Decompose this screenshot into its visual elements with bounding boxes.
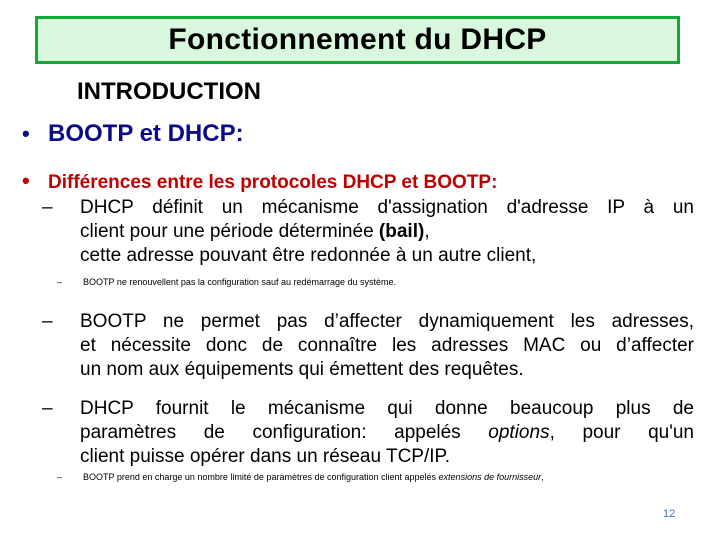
section-heading: INTRODUCTION <box>77 78 261 105</box>
text-line: et nécessite donc de connaître les adresses MAC ou d’affecter <box>80 335 694 356</box>
sub-item-text <box>80 397 694 469</box>
note-bootp-renewal <box>57 277 396 287</box>
note-text <box>83 472 544 482</box>
bullet-text: Différences entre les protocoles DHCP et BOOTP: <box>48 172 498 193</box>
bullet-marker: • <box>22 168 30 193</box>
sub-item-text <box>80 310 694 382</box>
italic-term: extensions de fournisseur <box>438 472 542 482</box>
text-fragment: , pour qu'un <box>549 422 694 443</box>
text-line: un nom aux équipements qui émettent des requêtes. <box>80 359 524 380</box>
dash-marker: – <box>57 472 63 482</box>
text-line: cette adresse pouvant être redonnée à un autre client, <box>80 245 537 266</box>
text-line <box>80 421 694 445</box>
sub-item-dhcp-bail <box>42 196 694 268</box>
sub-item-bootp-static <box>42 310 694 382</box>
dash-marker: – <box>57 277 63 287</box>
dash-marker: – <box>42 398 53 419</box>
bullet-text: BOOTP et DHCP: <box>48 120 244 147</box>
text-line: DHCP définit un mécanisme d'assignation d'adresse IP à un <box>80 197 694 218</box>
sub-item-dhcp-options <box>42 397 694 469</box>
bullet-marker: • <box>22 121 30 146</box>
text-fragment: paramètres de configuration: appelés <box>80 422 489 443</box>
text-line: client puisse opérer dans un réseau TCP/IP. <box>80 446 451 467</box>
slide-title: Fonctionnement du DHCP <box>168 23 547 56</box>
page-number: 12 <box>663 508 676 520</box>
text-fragment: client pour une période déterminée <box>80 221 379 242</box>
title-banner <box>35 16 680 64</box>
dash-marker: – <box>42 311 53 332</box>
note-bootp-extensions <box>57 472 544 482</box>
note-text: BOOTP ne renouvellent pas la configuration sauf au redémarrage du système. <box>83 277 397 287</box>
text-fragment: , <box>541 472 544 482</box>
text-line <box>80 220 694 244</box>
italic-term: options <box>488 422 550 443</box>
dash-marker: – <box>42 197 53 218</box>
bullet-differences <box>22 168 497 194</box>
text-fragment: BOOTP prend en charge un nombre limité de paramètres de configuration client appelés <box>83 472 439 482</box>
text-line: BOOTP ne permet pas d’affecter dynamiquement les adresses, <box>80 311 694 332</box>
text-fragment: , <box>424 221 430 242</box>
sub-item-text <box>80 196 694 268</box>
bullet-bootp-dhcp <box>22 120 244 148</box>
text-line: DHCP fournit le mécanisme qui donne beaucoup plus de <box>80 398 694 419</box>
bold-term: (bail) <box>378 221 425 242</box>
